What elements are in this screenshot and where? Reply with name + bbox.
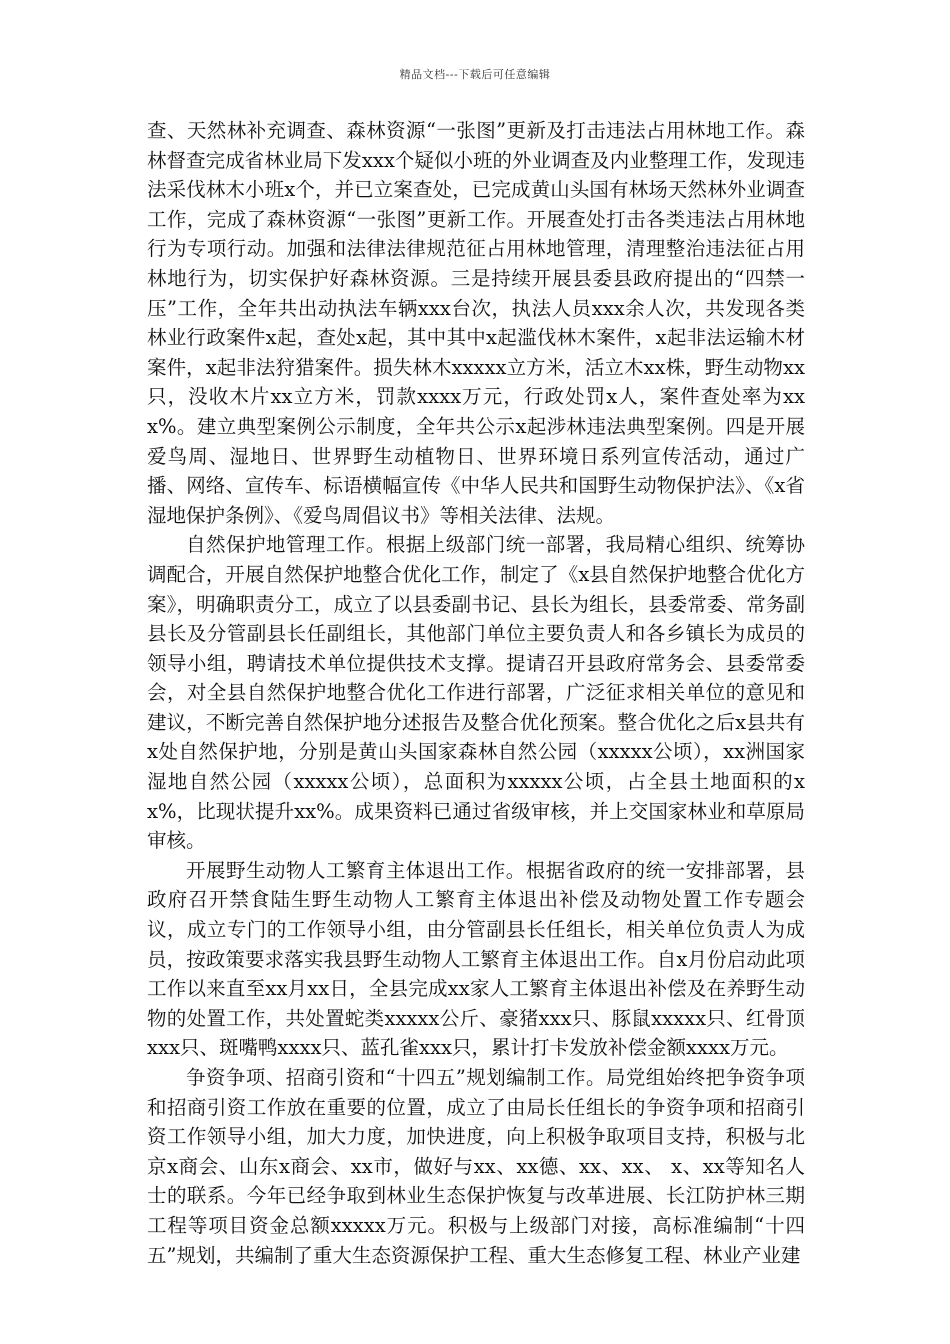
paragraph-nature-reserve: 自然保护地管理工作。根据上级部门统一部署，我局精心组织、统筹协调配合，开展自然保护地整合优化工作，制定了《x县自然保护地整合优化方案》，明确职责分工，成立了以县委副书记、县长为组长，县委常委、常务副县长及分管副县长任副组长，其他部门单位主要负责人和各乡镇长为成员的领导小组，聘请技术单位提供技术支撑。提请召开县政府常务会、县委常委会，对全县自然保护地整合优化工作进行部署，广泛征求相关单位的意见和建议，不断完善自然保护地分述报告及整合优化预案。整合优化之后x县共有x处自然保护地，分别是黄山头国家森林自然公园（xxxxx公顷），xx洲国家湿地自然公园（xxxxx公顷），总面积为xxxxx公顷，占全县土地面积的xx%，比现状提升xx%。成果资料已通过省级审核，并上交国家林业和草原局审核。 (147, 533, 805, 853)
paragraph-funding-planning: 争资争项、招商引资和“十四五”规划编制工作。局党组始终把争资争项和招商引资工作放在重要的位置，成立了由局长任组长的争资争项和招商引资工作领导小组，加大力度，加快进度，向上积极争取项目支持，积极与北京x商会、山东x商会、xx市，做好与xx、xx德、xx、xx、 x、xx等知名人士的联系。今年已经争取到林业生态保护恢复与改革进展、长江防护林三期工程等项目资金总额xxxxx万元。积极与上级部门对接，高标准编制“十四五”规划，共编制了重大生态资源保护工程、重大生态修复工程、林业产业建 (147, 1066, 805, 1267)
page-header: 精品文档---下载后可任意编辑 (399, 68, 551, 81)
document-body (147, 116, 805, 1270)
paragraph-forest-enforcement: 查、天然林补充调查、森林资源“一张图”更新及打击违法占用林地工作。森林督查完成省林业局下发xxx个疑似小班的外业调查及内业整理工作，发现违法采伐林木小班x个，并已立案查处，已完成黄山头国有林场天然林外业调查工作，完成了森林资源“一张图”更新工作。开展查处打击各类违法占用林地行为专项行动。加强和法律法律规范征占用林地管理，清理整治违法征占用林地行为，切实保护好森林资源。三是持续开展县委县政府提出的“四禁一压”工作，全年共出动执法车辆xxx台次，执法人员xxx余人次，共发现各类林业行政案件x起，查处x起，其中其中x起滥伐林木案件，x起非法运输木材案件，x起非法狩猎案件。损失林木xxxxx立方米，活立木xx株，野生动物xx只，没收木片xx立方米，罚款xxxx万元，行政处罚x人，案件查处率为xxx%。建立典型案例公示制度，全年共公示x起涉林违法典型案例。四是开展爱鸟周、湿地日、世界野生动植物日、世界环境日系列宣传活动，通过广播、网络、宣传车、标语横幅宣传《中华人民共和国野生动物保护法》、《x省湿地保护条例》、《爱鸟周倡议书》等相关法律、法规。 (147, 119, 805, 527)
paragraph-wildlife-breeding-exit: 开展野生动物人工繁育主体退出工作。根据省政府的统一安排部署，县政府召开禁食陆生野生动物人工繁育主体退出补偿及动物处置工作专题会议，成立专门的工作领导小组，由分管副县长任组长，相关单位负责人为成员，按政策要求落实我县野生动物人工繁育主体退出工作。自x月份启动此项工作以来直至xx月xx日，全县完成xx家人工繁育主体退出补偿及在养野生动物的处置工作，共处置蛇类xxxxx公斤、豪猪xxx只、豚鼠xxxxx只、红骨顶xxx只、斑嘴鸭xxxx只、蓝孔雀xxx只，累计打卡发放补偿金额xxxx万元。 (147, 858, 805, 1060)
